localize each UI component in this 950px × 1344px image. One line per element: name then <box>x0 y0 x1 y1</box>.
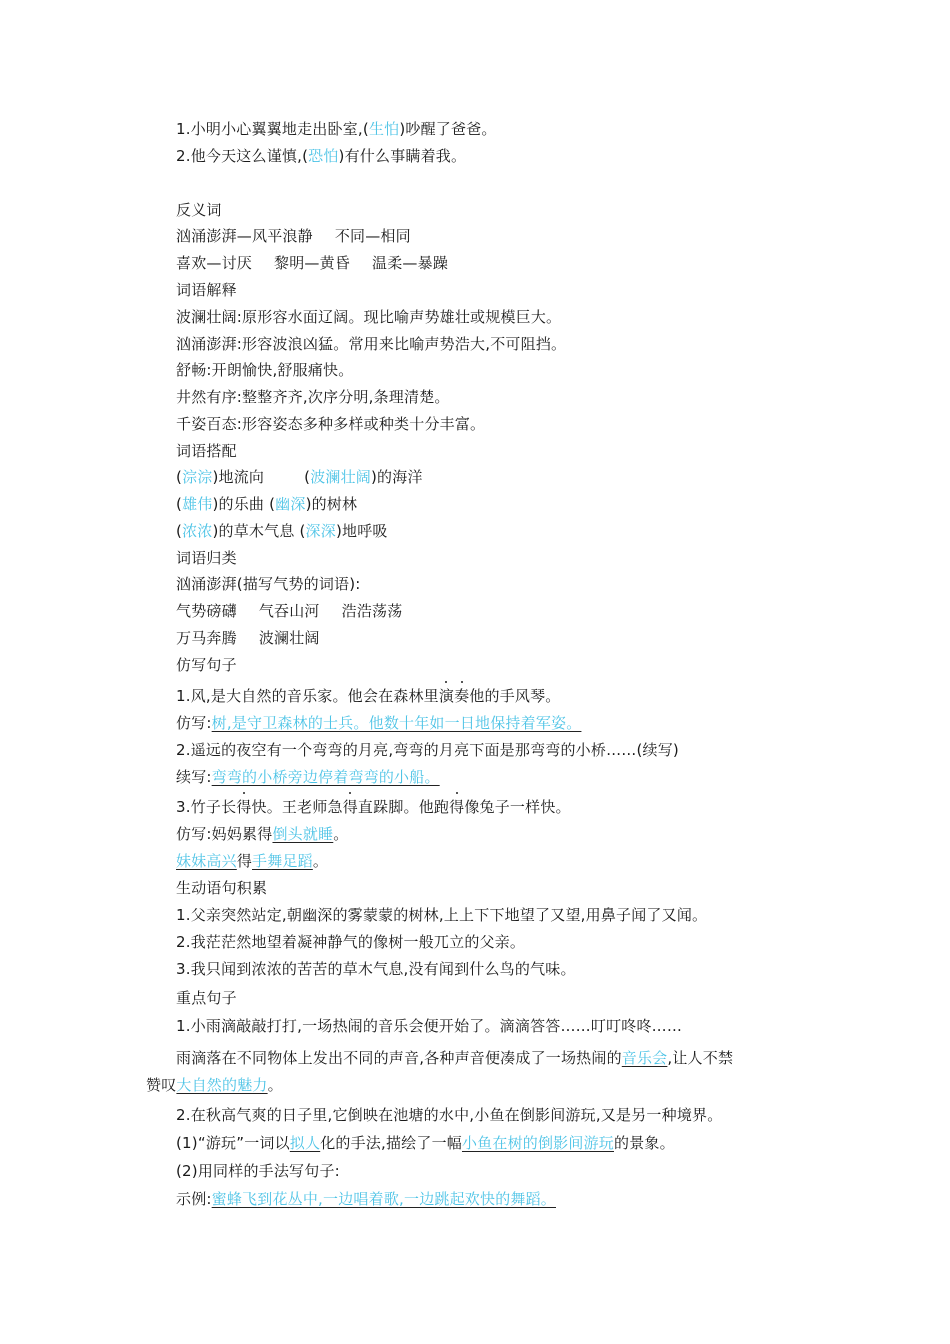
answer: 音乐会 <box>621 1049 668 1067</box>
explain-item: 汹涌澎湃:形容波浪凶猛。常用来比喻声势浩大,不可阻挡。 <box>176 335 567 353</box>
key-q2: 2.在秋高气爽的日子里,它倒映在池塘的水中,小鱼在倒影间游玩,又是另一种境界。 <box>176 1106 723 1124</box>
vivid-heading: 生动语句积累 <box>176 879 268 897</box>
classify-sub: 汹涌澎湃(描写气势的词语): <box>176 575 361 593</box>
collocation-row-1: (淙淙)地流向 (波澜壮阔)的海洋 <box>176 468 423 486</box>
antonyms-row-2: 喜欢—讨厌 黎明—黄昏 温柔—暴躁 <box>176 254 449 272</box>
explain-item: 波澜壮阔:原形容水面辽阔。现比喻声势雄壮或规模巨大。 <box>176 308 562 326</box>
answer: 弯弯的小桥旁边停着弯弯的小船。 <box>211 768 440 786</box>
explain-item: 舒畅:开朗愉快,舒服痛快。 <box>176 361 354 379</box>
imitate-a1: 仿写:树,是守卫森林的士兵。他数十年如一日地保持着军姿。 <box>176 714 582 732</box>
imitate-q1: 1.风,是大自然的音乐家。他会在森林里演奏他的手风琴。 <box>176 687 561 705</box>
key-p2: (1)“游玩”一词以拟人化的手法,描绘了一幅小鱼在树的倒影间游玩的景象。 <box>176 1134 675 1152</box>
key-heading: 重点句子 <box>176 989 237 1007</box>
collocation-row-2: (雄伟)的乐曲 (幽深)的树林 <box>176 495 358 513</box>
imitate-a2: 续写:弯弯的小桥旁边停着弯弯的小船。 <box>176 768 440 786</box>
key-q1: 1.小雨滴敲敲打打,一场热闹的音乐会便开始了。滴滴答答……叮叮咚咚…… <box>176 1017 683 1035</box>
answer: 蜜蜂飞到花丛中,一边唱着歌,一边跳起欢快的舞蹈。 <box>211 1190 556 1208</box>
explain-item: 千姿百态:形容姿态多种多样或种类十分丰富。 <box>176 415 486 433</box>
sentence-1: 1.小明小心翼翼地走出卧室,(生怕)吵醒了爸爸。 <box>176 120 497 138</box>
classify-heading: 词语归类 <box>176 549 237 567</box>
key-p1: 雨滴落在不同物体上发出不同的声音,各种声音便凑成了一场热闹的音乐会,让人不禁 <box>176 1049 734 1067</box>
key-p1-cont: 赞叹大自然的魅力。 <box>146 1076 283 1094</box>
answer: 倒头就睡 <box>272 825 334 843</box>
imitate-q2: 2.遥远的夜空有一个弯弯的月亮,弯弯的月亮下面是那弯弯的小桥……(续写) <box>176 741 679 759</box>
explain-heading: 词语解释 <box>176 281 237 299</box>
antonyms-heading: 反义词 <box>176 201 222 219</box>
imitate-heading: 仿写句子 <box>176 656 237 674</box>
imitate-a3: 仿写:妈妈累得倒头就睡。 <box>176 825 349 843</box>
classify-row-1: 气势磅礴 气吞山河 浩浩荡荡 <box>176 602 403 620</box>
explain-item: 井然有序:整整齐齐,次序分明,条理清楚。 <box>176 388 450 406</box>
vivid-item: 3.我只闻到浓浓的苦苦的草木气息,没有闻到什么鸟的气味。 <box>176 960 576 978</box>
classify-row-2: 万马奔腾 波澜壮阔 <box>176 629 320 647</box>
imitate-a4: 妹妹高兴得手舞足蹈。 <box>176 852 329 870</box>
imitate-q3: 3.竹子长得快。王老师急得直跺脚。他跑得像兔子一样快。 <box>176 798 571 816</box>
collocation-row-3: (浓浓)的草木气息 (深深)地呼吸 <box>176 522 388 540</box>
answer: 大自然的魅力 <box>176 1076 268 1094</box>
vivid-item: 2.我茫茫然地望着凝神静气的像树一般兀立的父亲。 <box>176 933 526 951</box>
vivid-item: 1.父亲突然站定,朝幽深的雾蒙蒙的树林,上上下下地望了又望,用鼻子闻了又闻。 <box>176 906 708 924</box>
sentence-2: 2.他今天这么谨慎,(恐怕)有什么事瞒着我。 <box>176 147 467 165</box>
antonyms-row-1: 汹涌澎湃—风平浪静 不同—相同 <box>176 227 411 245</box>
answer: 恐怕 <box>308 147 339 165</box>
answer: 树,是守卫森林的士兵。他数十年如一日地保持着军姿。 <box>211 714 582 732</box>
key-p4: 示例:蜜蜂飞到花丛中,一边唱着歌,一边跳起欢快的舞蹈。 <box>176 1190 556 1208</box>
collocation-heading: 词语搭配 <box>176 442 237 460</box>
answer: 生怕 <box>368 120 400 138</box>
key-p3: (2)用同样的手法写句子: <box>176 1162 340 1180</box>
